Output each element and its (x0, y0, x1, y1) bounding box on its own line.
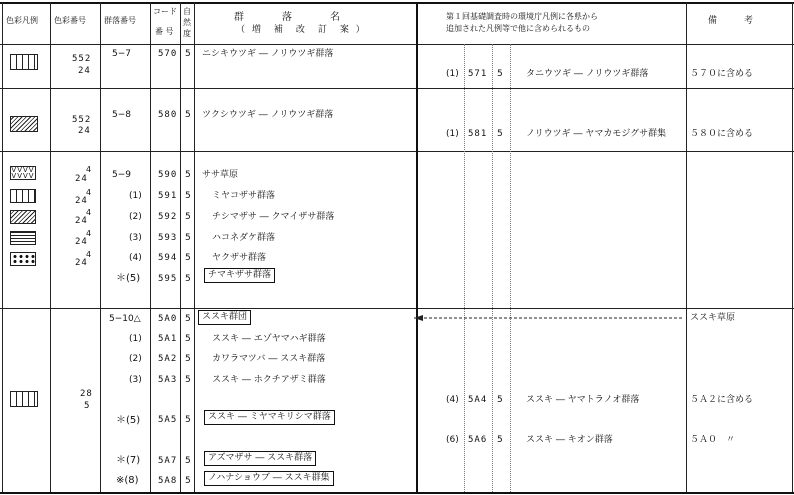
group-number: 5−10△ (109, 314, 141, 324)
community-name: チシマザサ ― クマイザサ群落 (212, 212, 335, 222)
added-code: 5A6 (468, 435, 488, 445)
code-number: 580 (158, 110, 178, 120)
naturalness: 5 (185, 476, 191, 486)
color-code-sup: 4 (86, 250, 92, 259)
header-color-code: 色彩番号 (54, 16, 86, 25)
community-name: ハコネダケ群落 (212, 233, 276, 243)
naturalness: 5 (185, 170, 191, 180)
group-number: ＊(7) (116, 455, 141, 466)
added-community-name: ノリウツギ ― ヤマカモジグサ群集 (526, 129, 667, 139)
header-added-1: 第１回基礎調査時の環境庁凡例に各県から (446, 12, 598, 21)
naturalness: 5 (185, 274, 191, 284)
code-number: 5A3 (158, 375, 178, 385)
legend-swatch-vertical-stripes (10, 391, 38, 407)
group-number: (4) (129, 253, 142, 263)
group-number: ※(8) (116, 475, 139, 486)
code-number: 595 (158, 274, 178, 284)
community-name: ススキ ― エゾヤマハギ群落 (212, 334, 326, 344)
group-number: (2) (129, 212, 142, 222)
color-code: 5 (84, 401, 91, 411)
added-community-name: ススキ ― キオン群落 (526, 435, 613, 445)
community-name: ススキ ― ホクチアザミ群落 (212, 375, 326, 385)
color-code: 24 (75, 216, 88, 226)
community-name-boxed: ススキ群団 (198, 310, 251, 325)
group-number: (1) (129, 334, 142, 344)
added-naturalness: 5 (497, 435, 503, 445)
community-name: ササ草原 (202, 170, 239, 180)
legend-swatch-diagonal-hatch (10, 116, 38, 132)
added-naturalness: 5 (497, 129, 503, 139)
color-code-sup: 4 (86, 165, 92, 174)
added-code: 5A4 (468, 395, 488, 405)
color-code: 28 (80, 389, 93, 399)
code-number: 5A0 (158, 314, 178, 324)
added-number: (4) (446, 395, 459, 405)
header-name-bottom: （ 増 補 改 訂 案 ） (236, 25, 367, 35)
added-number: (6) (446, 435, 459, 445)
naturalness: 5 (185, 110, 191, 120)
added-community-name: ススキ ― ヤマトラノオ群落 (526, 395, 640, 405)
legend-swatch-vertical-stripes (10, 54, 38, 70)
group-number: 5−8 (112, 110, 131, 120)
code-number: 5A1 (158, 334, 178, 344)
code-number: 593 (158, 233, 178, 243)
color-code: 24 (75, 258, 88, 268)
community-name: ツクシウツギ ― ノリウツギ群落 (202, 110, 334, 120)
naturalness: 5 (185, 354, 191, 364)
community-name: ニシキウツギ ― ノリウツギ群落 (202, 49, 334, 59)
legend-swatch-dots (10, 252, 36, 266)
added-naturalness: 5 (497, 395, 503, 405)
color-code: 552 (72, 54, 92, 64)
remark: ススキ草原 (690, 313, 736, 323)
remark: ５Ａ０ 〃 (690, 435, 736, 445)
header-naturalness-1: 自 (183, 7, 191, 16)
added-code: 581 (468, 129, 488, 139)
remark: ５８０に含める (690, 129, 754, 139)
color-code: 24 (75, 174, 88, 184)
header-legend: 色彩凡例 (6, 16, 38, 25)
community-name-boxed: アズマザサ ― ススキ群落 (204, 451, 316, 466)
remark: ５７０に含める (690, 69, 754, 79)
group-number: (3) (129, 375, 142, 385)
header-remarks: 備 考 (708, 16, 754, 26)
legend-swatch-diagonal-hatch (10, 210, 36, 224)
header-code-bottom: 番 号 (155, 27, 174, 36)
group-number: (1) (129, 191, 142, 201)
header-naturalness-3: 度 (183, 29, 191, 38)
naturalness: 5 (185, 415, 191, 425)
header-added-2: 追加された凡例等で他に含められるもの (446, 24, 590, 33)
naturalness: 5 (185, 375, 191, 385)
code-number: 591 (158, 191, 178, 201)
added-naturalness: 5 (497, 69, 503, 79)
header-naturalness-2: 然 (183, 18, 191, 27)
naturalness: 5 (185, 334, 191, 344)
naturalness: 5 (185, 253, 191, 263)
legend-swatch-v-marks: ᐯᐯᐯᐯ ᐯᐯᐯᐯ (11, 166, 35, 180)
color-code-sup: 4 (86, 208, 92, 217)
color-code: 24 (75, 237, 88, 247)
community-name-boxed: ノハナショウブ ― ススキ群集 (204, 471, 334, 486)
color-code: 24 (78, 126, 91, 136)
header-group-no: 群落番号 (104, 16, 136, 25)
code-number: 592 (158, 212, 178, 222)
community-name-boxed: ススキ ― ミヤマキリシマ群落 (204, 410, 335, 425)
color-code-sup: 4 (86, 229, 92, 238)
code-number: 594 (158, 253, 178, 263)
community-name: ヤクザサ群落 (212, 253, 267, 263)
code-number: 5A2 (158, 354, 178, 364)
remark: ５Ａ２に含める (690, 395, 754, 405)
group-number: ＊(5) (116, 273, 141, 284)
code-number: 590 (158, 170, 178, 180)
group-number: 5−7 (112, 49, 131, 59)
group-number: 5−9 (112, 170, 131, 180)
header-code-top: コード (153, 7, 177, 16)
code-number: 5A5 (158, 415, 178, 425)
added-number: (1) (446, 69, 459, 79)
color-code: 24 (78, 66, 91, 76)
code-number: 5A7 (158, 456, 178, 466)
added-code: 571 (468, 69, 488, 79)
code-number: 570 (158, 49, 178, 59)
community-name: カワラマツバ ― ススキ群落 (212, 354, 326, 364)
group-number: ＊(5) (116, 415, 141, 426)
group-number: (2) (129, 354, 142, 364)
naturalness: 5 (185, 49, 191, 59)
naturalness: 5 (185, 314, 191, 324)
added-community-name: タニウツギ ― ノリウツギ群落 (526, 69, 649, 79)
naturalness: 5 (185, 456, 191, 466)
naturalness: 5 (185, 191, 191, 201)
color-code: 24 (75, 196, 88, 206)
color-code: 552 (72, 115, 92, 125)
code-number: 5A8 (158, 476, 178, 486)
legend-swatch-vertical-stripes (10, 189, 36, 203)
naturalness: 5 (185, 233, 191, 243)
community-name: ミヤコザサ群落 (212, 191, 276, 201)
legend-swatch-horizontal-stripes (10, 231, 36, 245)
added-number: (1) (446, 129, 459, 139)
naturalness: 5 (185, 212, 191, 222)
community-name-boxed: チマキザサ群落 (204, 268, 275, 283)
group-number: (3) (129, 233, 142, 243)
color-code-sup: 4 (86, 188, 92, 197)
header-name-top: 群 落 名 (234, 12, 342, 23)
